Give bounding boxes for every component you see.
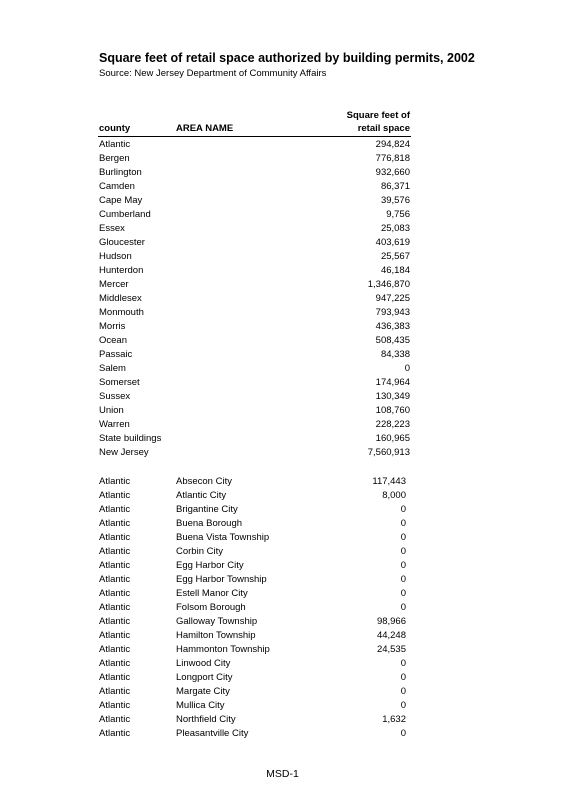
county-cell: New Jersey — [99, 447, 149, 458]
retail-sqft-cell: 0 — [400, 728, 406, 739]
table-row — [0, 727, 565, 741]
table-row — [0, 152, 565, 166]
county-cell: Warren — [99, 419, 130, 430]
county-cell: Sussex — [99, 391, 131, 402]
page-footer: MSD-1 — [266, 768, 299, 780]
table-row — [0, 194, 565, 208]
retail-sqft-cell: 46,184 — [380, 265, 410, 276]
table-row — [0, 503, 565, 517]
area-name-cell: Atlantic City — [176, 490, 227, 501]
table-row — [0, 601, 565, 615]
county-cell: Atlantic — [99, 532, 131, 543]
county-cell: Monmouth — [99, 307, 144, 318]
area-name-cell: Folsom Borough — [176, 602, 246, 613]
retail-sqft-cell: 0 — [400, 574, 406, 585]
retail-sqft-cell: 0 — [404, 363, 410, 374]
area-name-cell: Galloway Township — [176, 616, 258, 627]
table-row — [0, 671, 565, 685]
retail-sqft-cell: 8,000 — [382, 490, 406, 501]
area-name-cell: Buena Borough — [176, 518, 243, 529]
retail-sqft-cell: 0 — [400, 560, 406, 571]
table-row — [0, 306, 565, 320]
area-name-cell: Longport City — [176, 672, 233, 683]
retail-sqft-cell: 0 — [400, 504, 406, 515]
retail-sqft-cell: 0 — [400, 518, 406, 529]
county-cell: Atlantic — [99, 560, 131, 571]
retail-sqft-cell: 160,965 — [375, 433, 410, 444]
header-sqft-line1: Square feet of — [346, 110, 410, 121]
header-rule — [98, 136, 411, 137]
area-name-cell: Estell Manor City — [176, 588, 248, 599]
table-row — [0, 250, 565, 264]
retail-sqft-cell: 436,383 — [375, 321, 410, 332]
county-cell: Atlantic — [99, 139, 131, 150]
county-cell: State buildings — [99, 433, 162, 444]
table-row — [0, 180, 565, 194]
retail-sqft-cell: 174,964 — [375, 377, 410, 388]
retail-sqft-cell: 9,756 — [386, 209, 410, 220]
table-row — [0, 418, 565, 432]
area-name-cell: Hamilton Township — [176, 630, 256, 641]
retail-sqft-cell: 1,346,870 — [367, 279, 410, 290]
retail-sqft-cell: 44,248 — [376, 630, 406, 641]
table-row — [0, 348, 565, 362]
table-row — [0, 475, 565, 489]
county-cell: Gloucester — [99, 237, 145, 248]
county-cell: Middlesex — [99, 293, 142, 304]
data-table — [0, 138, 565, 741]
retail-sqft-cell: 25,083 — [380, 223, 410, 234]
county-cell: Atlantic — [99, 630, 131, 641]
table-row — [0, 489, 565, 503]
page-title: Square feet of retail space authorized by building permits, 2002 — [99, 51, 475, 65]
retail-sqft-cell: 0 — [400, 658, 406, 669]
table-row — [0, 531, 565, 545]
table-row — [0, 236, 565, 250]
table-row — [0, 292, 565, 306]
retail-sqft-cell: 508,435 — [375, 335, 410, 346]
retail-sqft-cell: 932,660 — [375, 167, 410, 178]
table-row — [0, 629, 565, 643]
table-row — [0, 446, 565, 460]
county-cell: Atlantic — [99, 490, 131, 501]
table-row — [0, 390, 565, 404]
table-row — [0, 432, 565, 446]
county-cell: Union — [99, 405, 124, 416]
county-cell: Atlantic — [99, 658, 131, 669]
table-row — [0, 222, 565, 236]
county-cell: Atlantic — [99, 616, 131, 627]
county-cell: Atlantic — [99, 504, 131, 515]
area-name-cell: Margate City — [176, 686, 230, 697]
retail-sqft-cell: 7,560,913 — [367, 447, 410, 458]
retail-sqft-cell: 0 — [400, 700, 406, 711]
retail-sqft-cell: 117,443 — [372, 476, 406, 487]
area-name-cell: Hammonton Township — [176, 644, 270, 655]
retail-sqft-cell: 0 — [400, 588, 406, 599]
area-name-cell: Buena Vista Township — [176, 532, 270, 543]
retail-sqft-cell: 403,619 — [375, 237, 410, 248]
retail-sqft-cell: 24,535 — [376, 644, 406, 655]
retail-sqft-cell: 0 — [400, 686, 406, 697]
county-cell: Burlington — [99, 167, 142, 178]
area-name-cell: Egg Harbor Township — [176, 574, 267, 585]
table-row — [0, 587, 565, 601]
table-row — [0, 657, 565, 671]
county-cell: Atlantic — [99, 574, 131, 585]
area-name-cell: Pleasantville City — [176, 728, 249, 739]
source-note: Source: New Jersey Department of Community Affairs — [99, 68, 327, 79]
county-cell: Cape May — [99, 195, 143, 206]
retail-sqft-cell: 1,632 — [382, 714, 406, 725]
county-cell: Atlantic — [99, 644, 131, 655]
table-row — [0, 320, 565, 334]
county-cell: Hunterdon — [99, 265, 144, 276]
retail-sqft-cell: 0 — [400, 532, 406, 543]
retail-sqft-cell: 947,225 — [375, 293, 410, 304]
county-cell: Salem — [99, 363, 126, 374]
county-cell: Ocean — [99, 335, 127, 346]
county-cell: Atlantic — [99, 728, 131, 739]
area-name-cell: Linwood City — [176, 658, 231, 669]
table-row — [0, 376, 565, 390]
retail-sqft-cell: 776,818 — [375, 153, 410, 164]
retail-sqft-cell: 84,338 — [380, 349, 410, 360]
county-cell: Atlantic — [99, 476, 131, 487]
table-row — [0, 138, 565, 152]
header-county: county — [99, 123, 131, 134]
retail-sqft-cell: 39,576 — [380, 195, 410, 206]
table-row — [0, 685, 565, 699]
table-row — [0, 278, 565, 292]
table-row — [0, 166, 565, 180]
table-row — [0, 264, 565, 278]
retail-sqft-cell: 98,966 — [376, 616, 406, 627]
table-row — [0, 334, 565, 348]
area-name-cell: Mullica City — [176, 700, 225, 711]
area-name-cell: Brigantine City — [176, 504, 238, 515]
county-cell: Essex — [99, 223, 125, 234]
county-cell: Atlantic — [99, 672, 131, 683]
table-row — [0, 559, 565, 573]
county-cell: Atlantic — [99, 518, 131, 529]
county-cell: Passaic — [99, 349, 133, 360]
county-cell: Mercer — [99, 279, 129, 290]
retail-sqft-cell: 0 — [400, 546, 406, 557]
county-cell: Somerset — [99, 377, 140, 388]
retail-sqft-cell: 86,371 — [380, 181, 410, 192]
county-cell: Atlantic — [99, 588, 131, 599]
table-row — [0, 643, 565, 657]
header-area-name: AREA NAME — [176, 123, 234, 134]
header-sqft-line2: retail space — [357, 123, 410, 134]
table-row — [0, 517, 565, 531]
retail-sqft-cell: 294,824 — [375, 139, 410, 150]
area-name-cell: Absecon City — [176, 476, 232, 487]
county-cell: Bergen — [99, 153, 130, 164]
county-cell: Atlantic — [99, 546, 131, 557]
table-row — [0, 208, 565, 222]
table-row — [0, 362, 565, 376]
county-cell: Atlantic — [99, 602, 131, 613]
retail-sqft-cell: 228,223 — [375, 419, 410, 430]
table-row — [0, 713, 565, 727]
retail-sqft-cell: 0 — [400, 602, 406, 613]
area-name-cell: Northfield City — [176, 714, 236, 725]
table-row — [0, 404, 565, 418]
retail-sqft-cell: 25,567 — [380, 251, 410, 262]
county-cell: Morris — [99, 321, 126, 332]
area-name-cell: Corbin City — [176, 546, 223, 557]
area-name-cell: Egg Harbor City — [176, 560, 244, 571]
county-cell: Hudson — [99, 251, 132, 262]
county-cell: Cumberland — [99, 209, 151, 220]
table-row — [0, 573, 565, 587]
county-cell: Camden — [99, 181, 135, 192]
table-row — [0, 699, 565, 713]
county-cell: Atlantic — [99, 714, 131, 725]
table-row — [0, 545, 565, 559]
table-row — [0, 615, 565, 629]
retail-sqft-cell: 130,349 — [375, 391, 410, 402]
section-gap — [0, 460, 565, 475]
retail-sqft-cell: 108,760 — [375, 405, 410, 416]
county-cell: Atlantic — [99, 700, 131, 711]
retail-sqft-cell: 0 — [400, 672, 406, 683]
retail-sqft-cell: 793,943 — [375, 307, 410, 318]
county-cell: Atlantic — [99, 686, 131, 697]
